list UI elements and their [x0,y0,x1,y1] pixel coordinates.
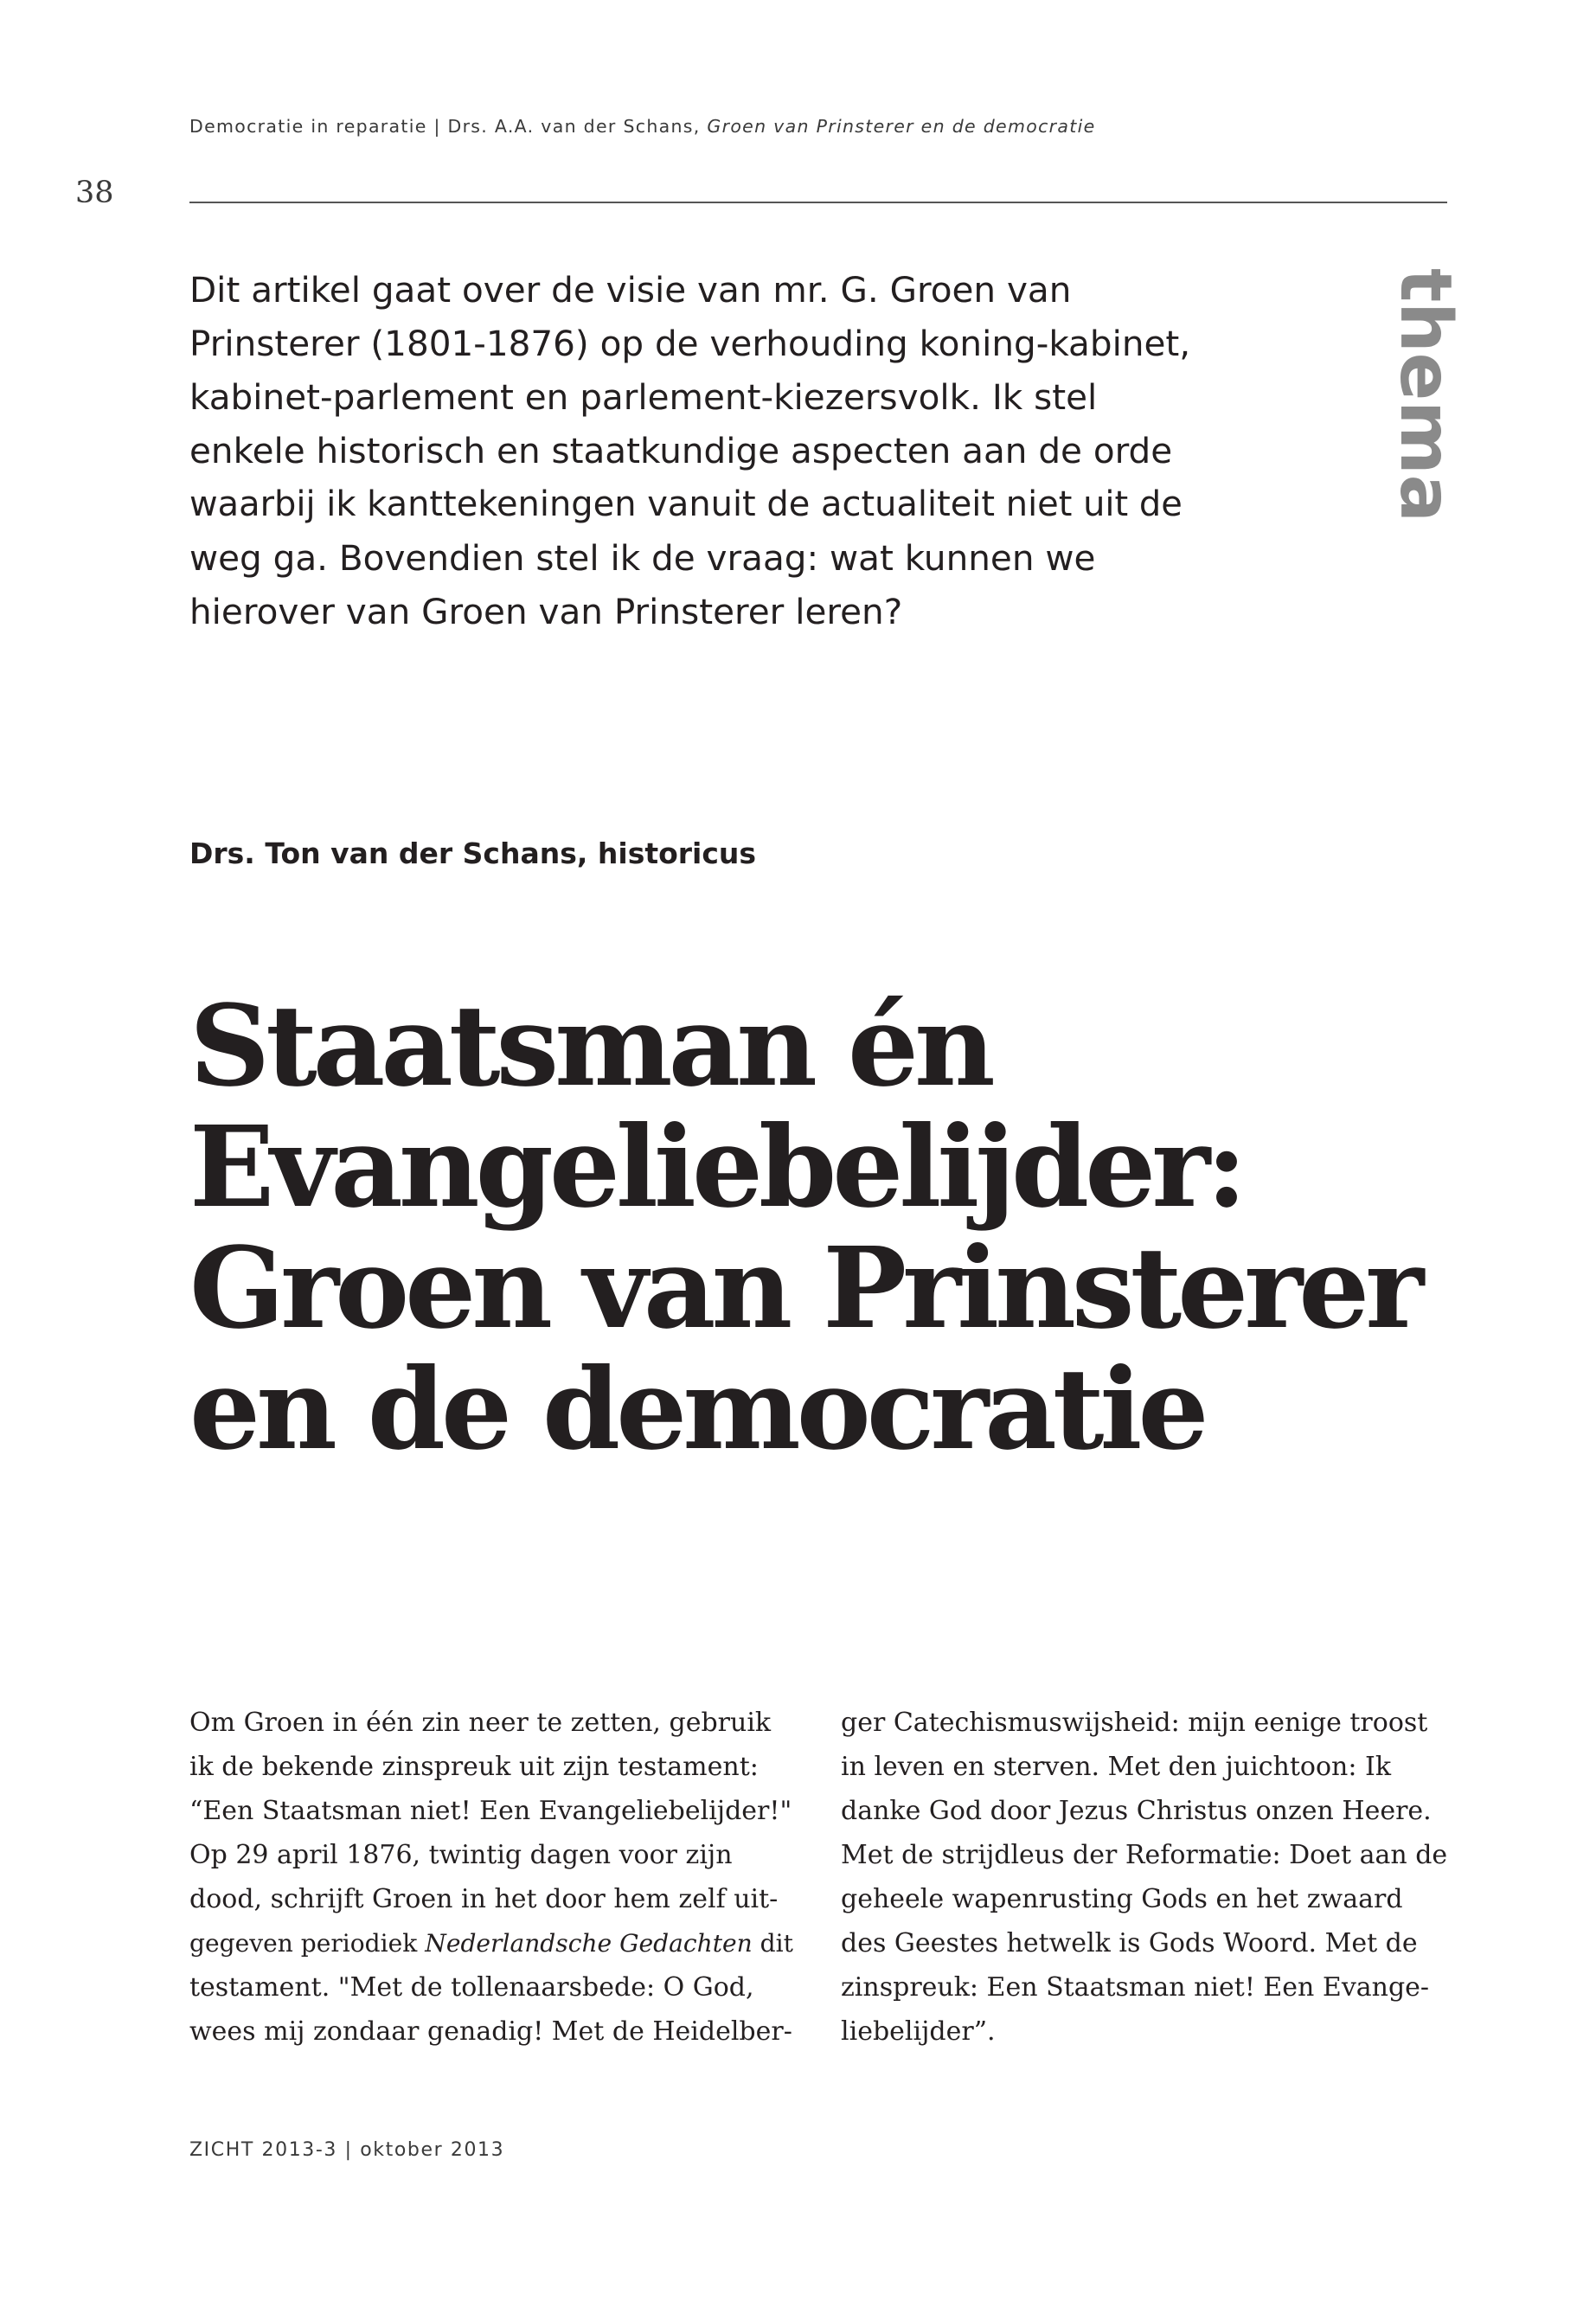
byline: Drs. Ton van der Schans, historicus [189,836,757,870]
body-line-text: dit [752,1929,793,1958]
body-line: Op 29 april 1876, twintig dagen voor zijn [189,1840,733,1870]
running-header-text: Democratie in reparatie | Drs. A.A. van der Schans, [189,116,708,137]
lead-line: waarbij ik kanttekeningen vanuit de actualiteit niet uit de [189,484,1183,524]
body-line: “Een Staatsman niet! Een Evangeliebelijder!" [189,1796,792,1826]
body-line: ik de bekende zinspreuk uit zijn testament: [189,1752,759,1782]
body-line: Met de strijdleus der Reformatie: Doet aan de [841,1840,1448,1870]
body-line: liebelijder”. [841,2016,996,2047]
body-line: wees mij zondaar genadig! Met de Heidelber- [189,2016,792,2047]
body-line: Om Groen in één zin neer te zetten, gebruik [189,1708,772,1738]
lead-line: enkele historisch en staatkundige aspecten aan de orde [189,430,1173,471]
body-line: in leven en sterven. Met den juichtoon: Ik [841,1752,1392,1782]
running-header-italic: Groen van Prinsterer en de democratie [707,116,1096,137]
body-column-right [841,1701,1451,2054]
body-line-with-italic [189,1921,799,1965]
lead-line: Prinsterer (1801-1876) op de verhouding koning-kabinet, [189,323,1191,364]
body-column-left [189,1701,799,2054]
body-line: danke God door Jezus Christus onzen Heere. [841,1796,1432,1826]
title-line: Staatsman én [189,981,991,1112]
header-rule [189,202,1447,203]
running-header [189,116,1444,137]
footer: ZICHT 2013-3 | oktober 2013 [189,2139,505,2161]
section-label: thema [1384,268,1466,522]
title-line: Groen van Prinsterer [189,1223,1420,1354]
lead-paragraph [189,263,1193,638]
body-line: des Geestes hetwelk is Gods Woord. Met de [841,1928,1418,1958]
article-title [189,981,1444,1475]
body-line: ger Catechismuswijsheid: mijn eenige troost [841,1708,1428,1738]
body-line: geheele wapenrusting Gods en het zwaard [841,1884,1403,1914]
periodical-title: Nederlandsche Gedachten [425,1929,753,1958]
title-line: Evangeliebelijder: [189,1102,1243,1233]
title-line: en de democratie [189,1344,1205,1475]
lead-line: kabinet-parlement en parlement-kiezersvolk. Ik stel [189,376,1098,418]
body-line: testament. "Met de tollenaarsbede: O God, [189,1972,754,2003]
lead-line: weg ga. Bovendien stel ik de vraag: wat kunnen we [189,537,1096,579]
lead-line: hierover van Groen van Prinsterer leren? [189,591,903,632]
lead-line: Dit artikel gaat over de visie van mr. G. Groen van [189,269,1072,311]
page-number: 38 [75,176,114,210]
body-line: dood, schrijft Groen in het door hem zelf uit- [189,1884,779,1914]
body-line-text: gegeven periodiek [189,1929,426,1958]
body-line: zinspreuk: Een Staatsman niet! Een Evange- [841,1972,1430,2003]
